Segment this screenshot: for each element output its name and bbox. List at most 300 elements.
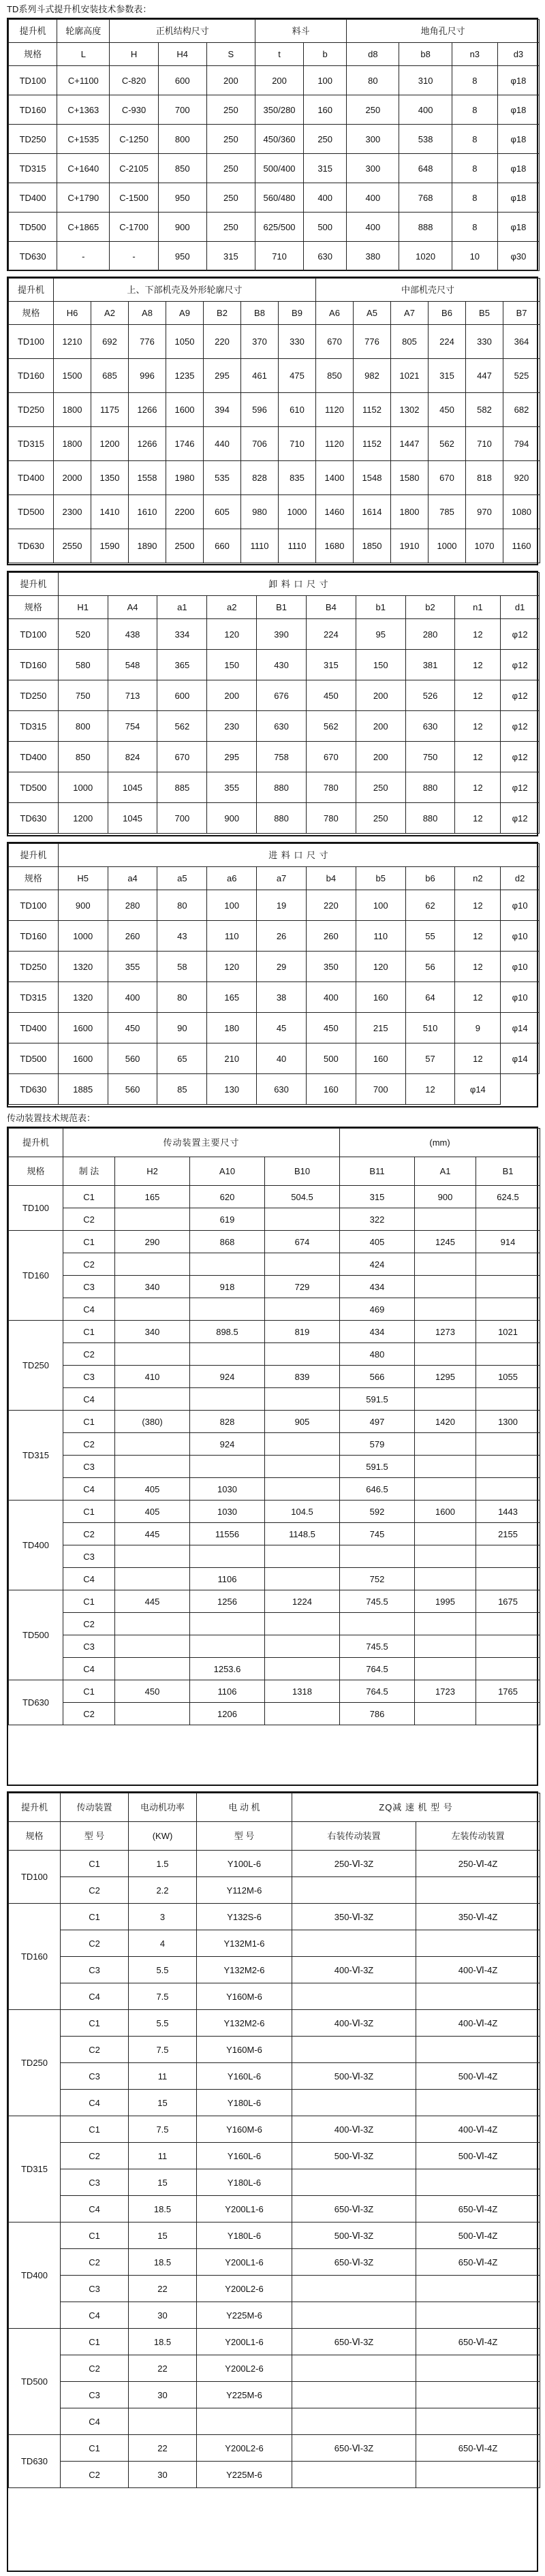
table-cell: 110 [356,921,405,952]
row-label: TD250 [9,952,59,982]
table-row [9,890,540,921]
table-cell: φ18 [497,154,539,183]
table-cell: Y160M-6 [197,2116,292,2143]
table-cell: 380 [347,242,399,271]
table-cell: 400 [347,183,399,213]
table-cell: Y180L-6 [197,2169,292,2196]
table-cell: 754 [108,711,157,742]
drive-model-cell: C2 [61,2249,129,2276]
drive-model-cell: C1 [61,1851,129,1877]
table-cell: 95 [356,619,405,650]
row-label: TD400 [9,1013,59,1043]
table-cell: 12 [455,772,501,803]
drive-model-cell: C2 [61,2462,129,2488]
header-cell: B1 [257,596,307,619]
table-cell: 2000 [54,461,91,495]
table-cell [416,2355,540,2382]
table-cell [415,1208,476,1231]
table-cell: φ14 [455,1074,501,1105]
table-cell [476,1253,540,1276]
table-row [9,619,540,650]
table-row [9,952,540,982]
table-cell: 624.5 [476,1186,540,1208]
table-cell: 8 [452,213,497,242]
row-label: TD100 [9,66,57,95]
row-label: TD630 [9,803,59,834]
table-cell: 619 [190,1208,265,1231]
header-cell: (KW) [129,1822,197,1851]
table-cell [265,1545,340,1568]
table-cell: Y200L2-6 [197,2276,292,2302]
table-cell: 650-Ⅵ-3Z [292,2329,416,2355]
table-cell: 250 [206,125,255,154]
method-cell: C2 [63,1523,115,1545]
table-cell: (380) [115,1411,190,1433]
table-cell: Y200L1-6 [197,2196,292,2222]
row-label: TD160 [9,359,54,393]
method-cell: C1 [63,1501,115,1523]
table-cell: 310 [399,66,452,95]
table-cell: 7.5 [129,2116,197,2143]
table-cell: 1266 [129,393,166,427]
table-row [9,1545,540,1568]
table-cell: φ14 [501,1013,540,1043]
table-cell: 880 [257,803,307,834]
table-cell: 15 [129,2222,197,2249]
row-label: TD100 [9,890,59,921]
table-row [9,1433,540,1456]
table-cell: 905 [265,1411,340,1433]
header-cell: B2 [204,302,241,325]
table-cell: φ14 [501,1043,540,1074]
table-cell: 405 [115,1478,190,1501]
row-label: TD250 [9,393,54,427]
drive-model-cell: C3 [61,2063,129,2090]
table-cell: 30 [129,2462,197,2488]
table-6 [8,1793,540,2488]
table-row [9,2329,540,2355]
table-cell: 850 [158,154,206,183]
table-cell [190,1545,265,1568]
table-cell [115,1433,190,1456]
table-cell: 365 [157,650,207,680]
table-cell [292,2037,416,2063]
table-cell: 450 [306,680,356,711]
table-cell: 8 [452,154,497,183]
table-row [9,1298,540,1321]
table-cell: 710 [255,242,303,271]
table-row [9,2382,540,2408]
table-cell: 1120 [316,393,354,427]
table-cell [476,1568,540,1590]
table-cell [292,2169,416,2196]
table-cell: 260 [108,921,157,952]
table-cell: 900 [415,1186,476,1208]
table-cell: 548 [108,650,157,680]
table-cell [416,1930,540,1957]
header-cell: 提升机 [9,844,59,867]
table-cell: 520 [58,619,108,650]
table-row [9,1523,540,1545]
table-cell: Y132S-6 [197,1904,292,1930]
table-cell: 950 [158,183,206,213]
table-cell: 400 [399,95,452,125]
method-cell: C2 [63,1208,115,1231]
table-cell: 450/360 [255,125,303,154]
table-cell: 706 [241,427,279,461]
method-cell: C2 [63,1433,115,1456]
header-cell: B7 [503,302,540,325]
table-cell: 630 [304,242,347,271]
table-cell: 1320 [58,982,108,1013]
table-cell: 438 [108,619,157,650]
table-cell: 350-Ⅵ-4Z [416,1904,540,1930]
table-cell: 885 [157,772,207,803]
table-cell: 120 [207,619,257,650]
header-cell: b6 [405,867,455,890]
table-cell: 1443 [476,1501,540,1523]
table-row [9,183,540,213]
table-cell [292,2355,416,2382]
table-cell: Y160L-6 [197,2143,292,2169]
table-cell [265,1253,340,1276]
table-cell [415,1433,476,1456]
table-cell: 1420 [415,1411,476,1433]
table-cell: 835 [279,461,316,495]
table-cell [476,1703,540,1725]
table-cell: 2.2 [129,1877,197,1904]
table-cell: 650-Ⅵ-4Z [416,2329,540,2355]
header-cell: 规格 [9,43,57,66]
table-row [9,125,540,154]
table-cell: 650-Ⅵ-3Z [292,2249,416,2276]
spec-label: TD315 [9,1411,63,1501]
header-cell: n1 [455,596,501,619]
table-cell: 1110 [241,529,279,563]
method-cell: C4 [63,1568,115,1590]
table-cell: 500-Ⅵ-4Z [416,2222,540,2249]
table-cell: Y200L1-6 [197,2329,292,2355]
header-cell: A8 [129,302,166,325]
table-cell [476,1613,540,1635]
table-cell: 400 [347,213,399,242]
table-cell: 786 [340,1703,415,1725]
table-cell: 2200 [166,495,204,529]
header-cell: H [110,43,158,66]
table-cell: 1580 [391,461,429,495]
table-cell: 752 [340,1568,415,1590]
table-cell: 350/280 [255,95,303,125]
table-row [9,1822,540,1851]
table-cell [416,2462,540,2488]
table-cell: 1206 [190,1703,265,1725]
table-cell [292,1877,416,1904]
table-row [9,529,540,563]
table-cell: 898.5 [190,1321,265,1343]
header-cell: A2 [91,302,129,325]
table-cell: 340 [115,1276,190,1298]
header-cell: B8 [241,302,279,325]
table-cell: 400-Ⅵ-4Z [416,1957,540,1983]
table-cell: 1614 [354,495,391,529]
table-row [9,2435,540,2462]
table-cell: 1152 [354,393,391,427]
table-cell: 18.5 [129,2329,197,2355]
table-row [9,279,540,302]
table-row [9,1635,540,1658]
header-cell: a2 [207,596,257,619]
header-cell: 规格 [9,302,54,325]
table-cell [416,2169,540,2196]
table-cell: 8 [452,125,497,154]
table-cell [265,1433,340,1456]
table-cell: C+1535 [57,125,110,154]
table-cell: 461 [241,359,279,393]
table-cell [292,2090,416,2116]
table-cell: 1800 [391,495,429,529]
table-cell [476,1298,540,1321]
table-cell [190,1635,265,1658]
table-cell: 630 [405,711,455,742]
table-cell: 450 [115,1680,190,1703]
table-cell: 1680 [316,529,354,563]
table-cell: 11 [129,2063,197,2090]
table-cell: 646.5 [340,1478,415,1501]
table-cell [416,2037,540,2063]
table-cell: 818 [466,461,503,495]
table-cell: 745.5 [340,1635,415,1658]
spec-label: TD400 [9,1501,63,1590]
header-cell: 进 料 口 尺 寸 [58,844,539,867]
table-cell: φ18 [497,66,539,95]
table-cell: 828 [241,461,279,495]
table-cell: 850 [58,742,108,772]
table-cell: φ10 [501,890,540,921]
table-cell: 1106 [190,1680,265,1703]
header-cell: ZQ减 速 机 型 号 [292,1793,540,1822]
spec-label: TD500 [9,2329,61,2435]
drive-dims-table [7,1127,538,1786]
drive-model-cell: C2 [61,1877,129,1904]
table-row [9,2169,540,2196]
table-cell: 650-Ⅵ-3Z [292,2196,416,2222]
table-cell: 805 [391,325,429,359]
row-label: TD100 [9,619,59,650]
row-label: TD400 [9,461,54,495]
header-cell: 中部机壳尺寸 [316,279,540,302]
table-cell: 1110 [279,529,316,563]
table-cell: 768 [399,183,452,213]
method-cell: C1 [63,1411,115,1433]
table-cell: 215 [356,1013,405,1043]
table-cell: 250 [347,95,399,125]
table-cell: 1800 [54,393,91,427]
table-cell: 924 [190,1433,265,1456]
table-cell: 500-Ⅵ-3Z [292,2143,416,2169]
table-cell [476,1658,540,1680]
table-row [9,1186,540,1208]
table-cell: 200 [206,66,255,95]
table-cell: C-820 [110,66,158,95]
table-cell: 210 [207,1043,257,1074]
table-cell: 1200 [58,803,108,834]
table-cell: 1.5 [129,1851,197,1877]
table-cell: 1148.5 [265,1523,340,1545]
spec-label: TD100 [9,1851,61,1904]
table-cell: 1106 [190,1568,265,1590]
table-cell: 1302 [391,393,429,427]
table-row [9,711,540,742]
table-row [9,680,540,711]
table-cell: 250 [206,154,255,183]
table-cell: 1850 [354,529,391,563]
table-cell: 685 [91,359,129,393]
table-cell: 794 [503,427,540,461]
table-cell: 729 [265,1276,340,1298]
method-cell: C3 [63,1276,115,1298]
table-row [9,2143,540,2169]
row-label: TD500 [9,1043,59,1074]
header-cell: 料斗 [255,20,346,43]
table-row [9,1456,540,1478]
table-cell [476,1388,540,1411]
header-cell: 提升机 [9,573,59,596]
table-cell: φ12 [501,772,540,803]
table-cell [265,1635,340,1658]
table-cell: 2300 [54,495,91,529]
table-cell: 1890 [129,529,166,563]
table-cell [415,1703,476,1725]
drive-model-cell: C4 [61,2090,129,2116]
table-cell: φ12 [501,803,540,834]
table-cell [129,2408,197,2435]
table-cell: 1910 [391,529,429,563]
table-cell: 745.5 [340,1590,415,1613]
table-cell: 12 [405,1074,455,1105]
table-cell: 800 [158,125,206,154]
header-cell: H2 [115,1157,190,1186]
table-cell: 650-Ⅵ-3Z [292,2435,416,2462]
row-label: TD160 [9,921,59,952]
table-cell: Y200L1-6 [197,2249,292,2276]
method-cell: C1 [63,1186,115,1208]
table-cell: 18.5 [129,2196,197,2222]
table-cell: 12 [455,711,501,742]
table-cell: 819 [265,1321,340,1343]
table-cell: 1500 [54,359,91,393]
table-row [9,2462,540,2488]
header-cell: n2 [455,867,501,890]
table-cell: 12 [455,1043,501,1074]
table-cell: 12 [455,803,501,834]
table-cell: 405 [340,1231,415,1253]
table-cell: 250 [356,772,405,803]
table-row [9,1013,540,1043]
table-row [9,43,540,66]
table-cell: 120 [356,952,405,982]
table-cell: 526 [405,680,455,711]
table-cell: 260 [306,921,356,952]
table-cell: 12 [455,890,501,921]
table-cell: 596 [241,393,279,427]
table-cell: 220 [204,325,241,359]
table-cell: 62 [405,890,455,921]
table-cell: 700 [356,1074,405,1105]
table-cell: 58 [157,952,207,982]
table-cell: 600 [158,66,206,95]
table-cell: 970 [466,495,503,529]
table-cell: 30 [129,2382,197,2408]
table-cell: φ12 [501,742,540,772]
table-cell: 85 [157,1074,207,1105]
header-cell: 电 动 机 [197,1793,292,1822]
row-label: TD160 [9,95,57,125]
table-cell: 80 [157,890,207,921]
table-1 [8,19,540,271]
header-cell: A10 [190,1157,265,1186]
header-cell: b8 [399,43,452,66]
table-cell: 165 [115,1186,190,1208]
table-cell: 400 [304,183,347,213]
table-cell: 250 [206,213,255,242]
header-cell: H6 [54,302,91,325]
table-cell: 370 [241,325,279,359]
spec-label: TD160 [9,1231,63,1321]
table-cell [115,1298,190,1321]
table-cell [415,1253,476,1276]
table-cell: 405 [115,1501,190,1523]
table-cell: 1610 [129,495,166,529]
header-cell: 卸 料 口 尺 寸 [58,573,539,596]
table-cell: 1120 [316,427,354,461]
method-cell: C2 [63,1253,115,1276]
table-cell: φ12 [501,619,540,650]
header-cell: 右装传动装置 [292,1822,416,1851]
table-cell: 2155 [476,1523,540,1545]
table-row [9,1957,540,1983]
table-cell [265,1478,340,1501]
drive-model-cell: C1 [61,2435,129,2462]
table-cell: 100 [207,890,257,921]
table-cell: 330 [466,325,503,359]
table-row [9,742,540,772]
table-cell [416,2276,540,2302]
header-cell: 提升机 [9,1129,63,1157]
table-cell: C+1865 [57,213,110,242]
table-cell [415,1388,476,1411]
method-cell: C4 [63,1478,115,1501]
header-cell: B11 [340,1157,415,1186]
table-cell [415,1545,476,1568]
table-row [9,1478,540,1501]
table-cell: C+1100 [57,66,110,95]
table-cell: 750 [405,742,455,772]
table-row [9,2276,540,2302]
header-cell: b2 [405,596,455,619]
table-cell: 880 [405,772,455,803]
table-cell: 1558 [129,461,166,495]
table-cell: 400-Ⅵ-3Z [292,1957,416,1983]
header-cell: S [206,43,255,66]
table-cell: 300 [347,154,399,183]
table-cell: 7.5 [129,1983,197,2010]
table-cell: 200 [356,680,405,711]
table-cell [476,1343,540,1366]
table-cell: 1000 [58,772,108,803]
table-row [9,1613,540,1635]
table-cell [190,1253,265,1276]
table-cell [115,1568,190,1590]
